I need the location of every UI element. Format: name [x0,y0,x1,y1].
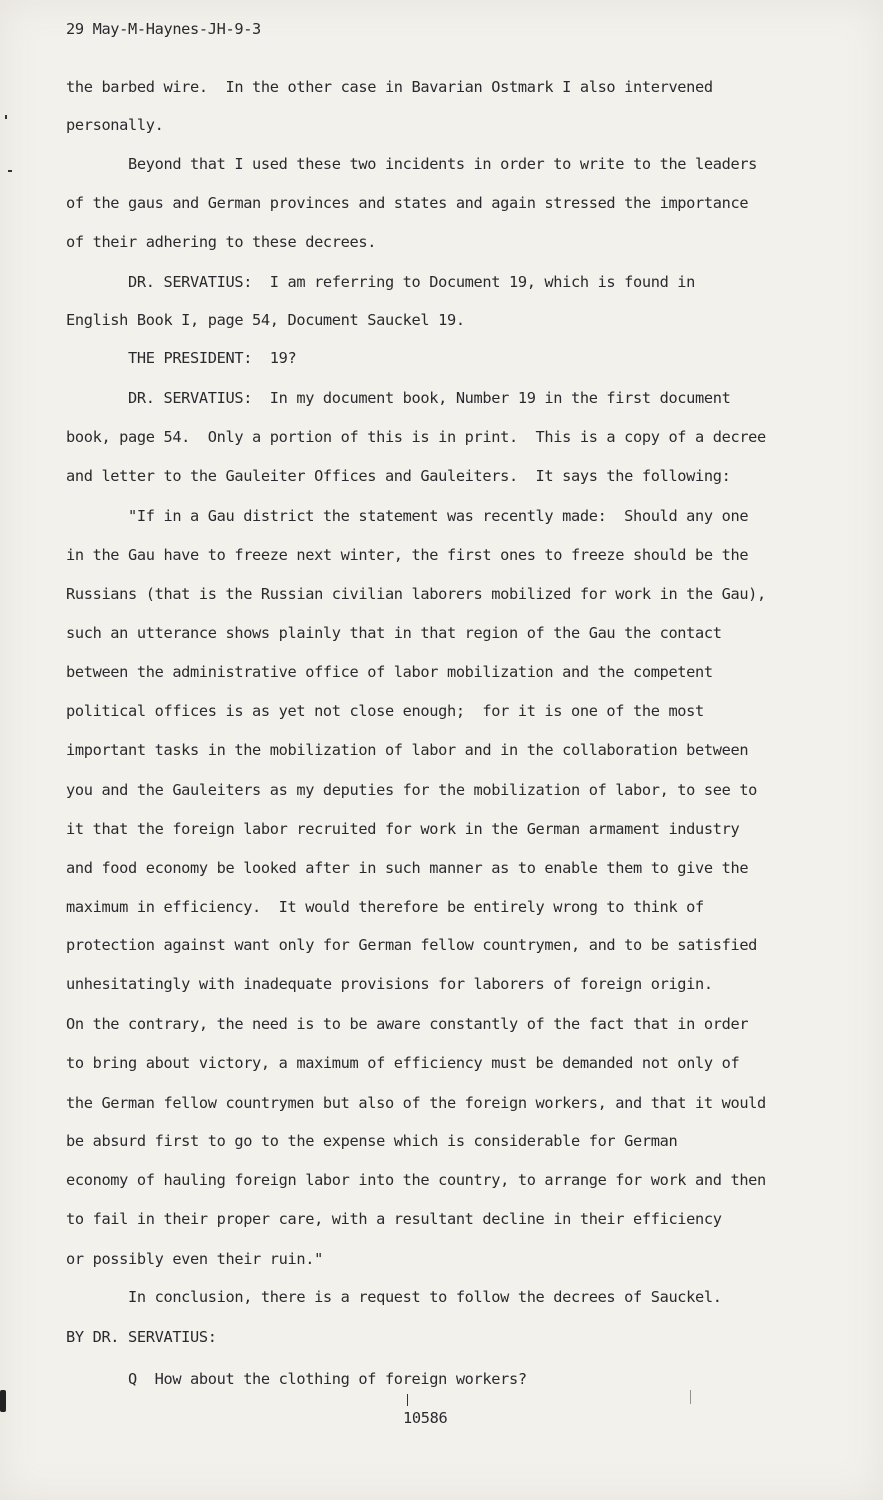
text-line: political offices is as yet not close enough; for it is one of the most [66,702,704,720]
text-line: English Book I, page 54, Document Sauckel 19. [66,311,465,329]
text-line: Q How about the clothing of foreign workers? [66,1370,527,1388]
binding-mark [0,1390,6,1412]
text-line: between the administrative office of labor mobilization and the competent [66,663,713,681]
text-line: and letter to the Gauleiter Offices and Gauleiters. It says the following: [66,467,731,485]
text-line: economy of hauling foreign labor into the country, to arrange for work and then [66,1171,766,1189]
text-line: or possibly even their ruin." [66,1250,323,1268]
text-line: maximum in efficiency. It would therefore be entirely wrong to think of [66,898,704,916]
text-line: DR. SERVATIUS: In my document book, Number 19 in the first document [66,389,731,407]
text-line: of the gaus and German provinces and states and again stressed the importance [66,194,749,212]
text-line: book, page 54. Only a portion of this is in print. This is a copy of a decree [66,428,766,446]
text-line: personally. [66,116,164,134]
text-line: be absurd first to go to the expense which is considerable for German [66,1132,678,1150]
text-line: of their adhering to these decrees. [66,233,377,251]
text-line: protection against want only for German fellow countrymen, and to be satisfied [66,936,758,954]
text-line: you and the Gauleiters as my deputies for the mobilization of labor, to see to [66,781,758,799]
text-line: In conclusion, there is a request to follow the decrees of Sauckel. [66,1288,722,1306]
stray-mark [5,115,7,119]
text-line: unhesitatingly with inadequate provisions for laborers of foreign origin. [66,975,713,993]
page-header: 29 May-M-Haynes-JH-9-3 [66,20,261,38]
text-line: THE PRESIDENT: 19? [66,349,297,367]
text-line: On the contrary, the need is to be aware constantly of the fact that in order [66,1015,749,1033]
text-line: Russians (that is the Russian civilian laborers mobilized for work in the Gau), [66,585,766,603]
text-line: DR. SERVATIUS: I am referring to Document 19, which is found in [66,273,696,291]
stray-mark [407,1394,408,1406]
text-line: and food economy be looked after in such manner as to enable them to give the [66,859,749,877]
stray-mark [8,170,12,172]
text-line: to bring about victory, a maximum of efficiency must be demanded not only of [66,1054,740,1072]
stray-mark [690,1390,691,1404]
text-line: such an utterance shows plainly that in that region of the Gau the contact [66,624,722,642]
text-line: the barbed wire. In the other case in Bavarian Ostmark I also intervened [66,78,713,96]
text-line: in the Gau have to freeze next winter, the first ones to freeze should be the [66,546,749,564]
text-line: it that the foreign labor recruited for work in the German armament industry [66,820,740,838]
text-line: Beyond that I used these two incidents in order to write to the leaders [66,155,758,173]
text-line: "If in a Gau district the statement was recently made: Should any one [66,507,749,525]
text-line: BY DR. SERVATIUS: [66,1328,217,1346]
page-number: 10586 [403,1409,448,1427]
text-line: important tasks in the mobilization of labor and in the collaboration between [66,741,749,759]
text-line: the German fellow countrymen but also of the foreign workers, and that it would [66,1094,766,1112]
text-line: to fail in their proper care, with a resultant decline in their efficiency [66,1210,722,1228]
